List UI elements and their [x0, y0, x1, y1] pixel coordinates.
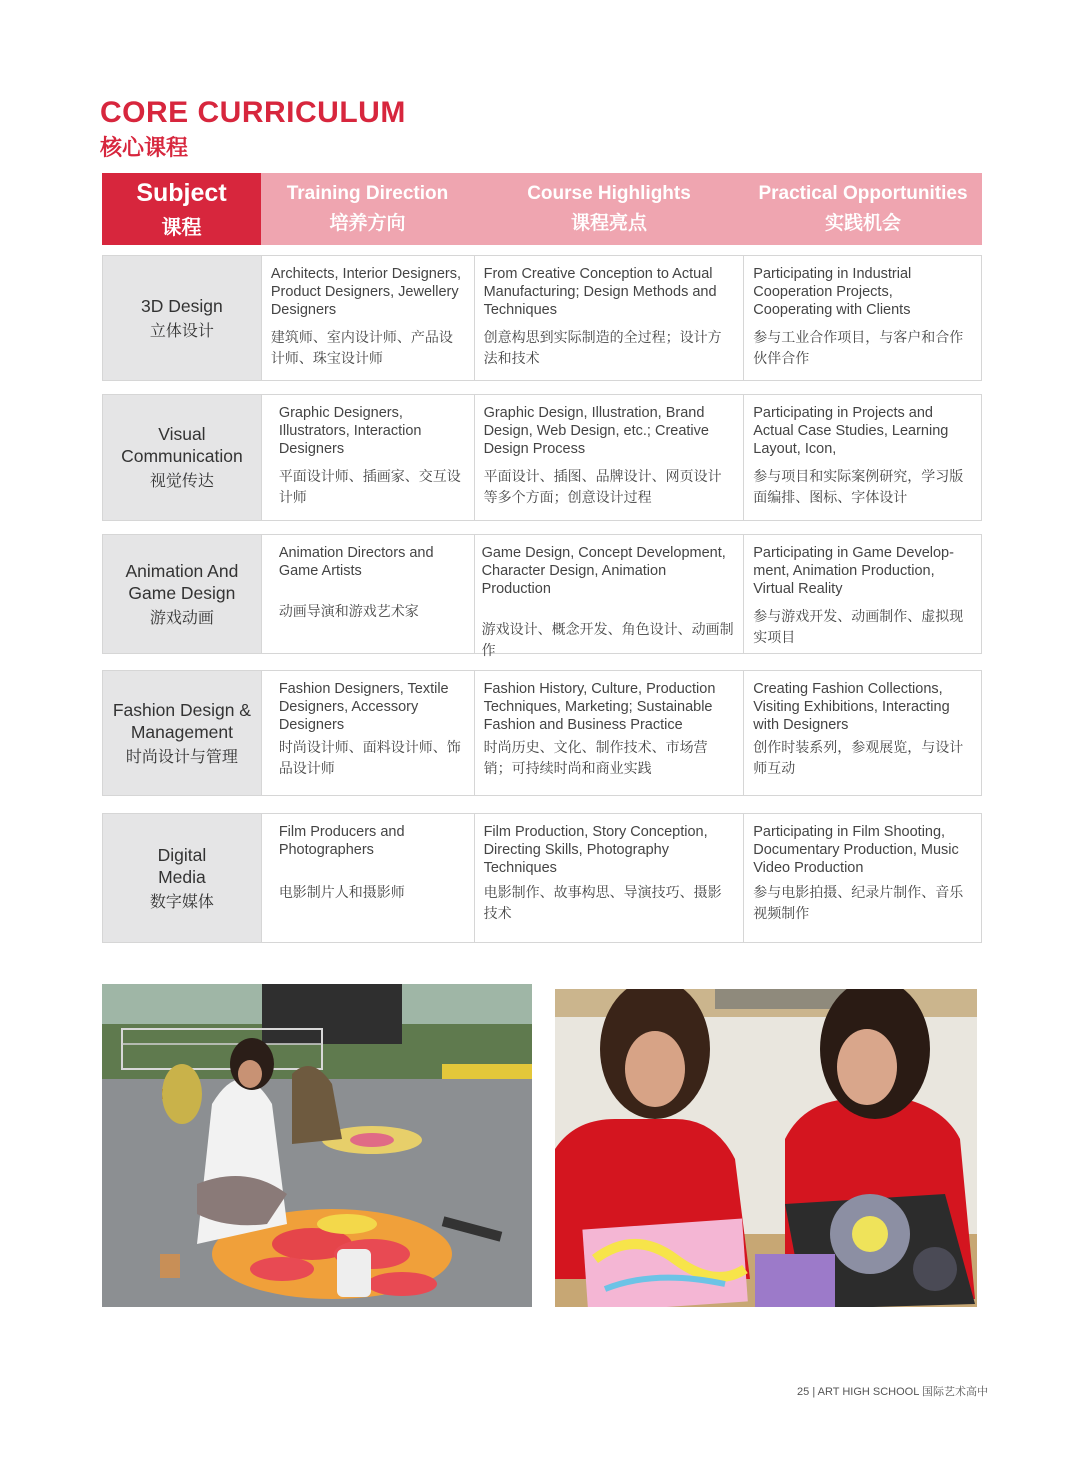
training-cell [261, 395, 474, 520]
subject-cell [103, 395, 261, 520]
page-footer [797, 1383, 988, 1399]
photo-chalk-art [102, 984, 532, 1307]
header-practical-en: Practical Opportunities [758, 183, 968, 204]
subject-name-zh: 视觉传达 [149, 471, 214, 490]
highlights-cell [474, 395, 744, 520]
subject-name-zh: 时尚设计与管理 [125, 746, 238, 766]
highlights-text-zh: 游戏设计、概念开发、角色设计、动画制作 [481, 622, 734, 659]
header-subject [102, 173, 261, 245]
header-training-zh: 培养方向 [329, 212, 406, 234]
training-cell [261, 671, 474, 795]
highlights-text-en: Game Design, Concept Development, Character Design, Animation Production [481, 545, 726, 597]
table-row [102, 534, 982, 659]
table-header [102, 173, 982, 245]
practical-text-en: Participating in Projects and Actual Case Studies, Learning Layout, Icon, [753, 405, 949, 457]
training-text-en: Fashion Designers, Textile Designers, Accessory Designers [278, 681, 449, 733]
training-text-zh: 时尚设计师、面料设计师、饰品设计师 [278, 740, 461, 777]
subject-name-zh: 数字媒体 [149, 891, 214, 911]
training-text-zh: 建筑师、室内设计师、产品设计师、珠宝设计师 [270, 330, 453, 367]
page-title-chinese: 核心课程 [100, 136, 189, 161]
header-subject-en: Subject [136, 178, 227, 207]
subject-name-en: Digital Media [157, 844, 207, 887]
highlights-text-en: Graphic Design, Illustration, Brand Design, Web Design, etc.; Creative Design Process [483, 405, 709, 457]
practical-cell [743, 395, 981, 520]
highlights-cell [474, 814, 744, 942]
school-name-zh: 国际艺术高中 [922, 1385, 988, 1398]
header-training [261, 173, 474, 245]
table-row [102, 255, 982, 381]
page-title: CORE CURRICULUM [100, 96, 406, 129]
subject-name-en: Fashion Design & Management [112, 699, 251, 742]
highlights-text-zh: 时尚历史、文化、制作技术、市场营销；可持续时尚和商业实践 [483, 740, 708, 777]
table-row [102, 813, 982, 943]
subject-name-zh: 立体设计 [149, 320, 214, 340]
highlights-text-en: From Creative Conception to Actual Manufacturing; Design Methods and Techniques [483, 266, 717, 318]
practical-cell [743, 671, 981, 795]
training-cell [261, 814, 474, 942]
header-practical-zh: 实践机会 [824, 212, 901, 234]
highlights-text-en: Fashion History, Culture, Production Techniques, Marketing; Sustainable Fashion and Business Practice [483, 681, 716, 733]
highlights-text-zh: 创意构思到实际制造的全过程；设计方法和技术 [483, 330, 722, 367]
training-text-en: Animation Directors and Game Artists [278, 545, 434, 579]
practical-text-en: Participating in Industrial Cooperation Projects, Cooperating with Clients [753, 266, 912, 318]
practical-text-en: Participating in Game Develop-ment, Animation Production, Virtual Reality [753, 545, 954, 597]
training-text-zh: 动画导演和游戏艺术家 [278, 604, 419, 620]
training-text-zh: 电影制片人和摄影师 [278, 885, 405, 901]
practical-text-en: Creating Fashion Collections, Visiting Exhibitions, Interacting with Designers [753, 681, 950, 733]
header-subject-zh: 课程 [161, 214, 202, 239]
practical-text-zh: 参与电影拍摄、纪录片制作、音乐视频制作 [753, 885, 964, 922]
highlights-text-zh: 电影制作、故事构思、导演技巧、摄影技术 [483, 885, 722, 922]
training-text-en: Architects, Interior Designers, Product Designers, Jewellery Designers [270, 266, 462, 318]
school-name-en: ART HIGH SCHOOL [817, 1386, 919, 1398]
training-cell [261, 535, 474, 653]
training-text-zh: 平面设计师、插画家、交互设计师 [278, 469, 461, 506]
header-highlights [474, 173, 744, 245]
subject-cell [103, 671, 261, 795]
highlights-cell [474, 535, 744, 659]
subject-cell [103, 814, 261, 942]
header-highlights-zh: 课程亮点 [570, 212, 647, 234]
header-training-en: Training Direction [286, 183, 449, 204]
practical-cell [743, 256, 981, 380]
page-number: 25 [797, 1386, 810, 1398]
practical-text-zh: 参与游戏开发、动画制作、虚拟现实项目 [753, 609, 964, 646]
photo-indoor-painting [555, 989, 977, 1307]
training-text-en: Film Producers and Photographers [278, 824, 405, 858]
subject-name-en: 3D Design [141, 295, 223, 316]
practical-text-zh: 参与项目和实际案例研究，学习版面编排、图标、字体设计 [753, 469, 964, 506]
practical-cell [743, 814, 981, 942]
training-cell [261, 256, 474, 380]
footer-separator: | [812, 1386, 818, 1398]
highlights-cell [474, 671, 744, 795]
table-row [102, 670, 982, 796]
curriculum-table [102, 173, 982, 922]
highlights-text-zh: 平面设计、插图、品牌设计、网页设计等多个方面；创意设计过程 [483, 469, 722, 506]
practical-text-zh: 参与工业合作项目，与客户和合作伙伴合作 [753, 330, 964, 367]
subject-name-en: Visual Communication [121, 424, 243, 466]
highlights-text-en: Film Production, Story Conception, Directing Skills, Photography Techniques [483, 824, 708, 876]
practical-text-zh: 创作时装系列，参观展览，与设计师互动 [753, 740, 964, 777]
practical-text-en: Participating in Film Shooting, Documentary Production, Music Video Production [753, 824, 959, 876]
practical-cell [743, 535, 981, 653]
training-text-en: Graphic Designers, Illustrators, Interaction Designers [278, 405, 422, 457]
subject-cell [103, 535, 261, 653]
subject-name-zh: 游戏动画 [149, 607, 214, 627]
subject-name-en: Animation And Game Design [125, 560, 239, 603]
table-row [102, 394, 982, 521]
subject-cell [103, 256, 261, 380]
header-practical [744, 173, 982, 245]
header-highlights-en: Course Highlights [527, 183, 691, 204]
highlights-cell [474, 256, 744, 380]
